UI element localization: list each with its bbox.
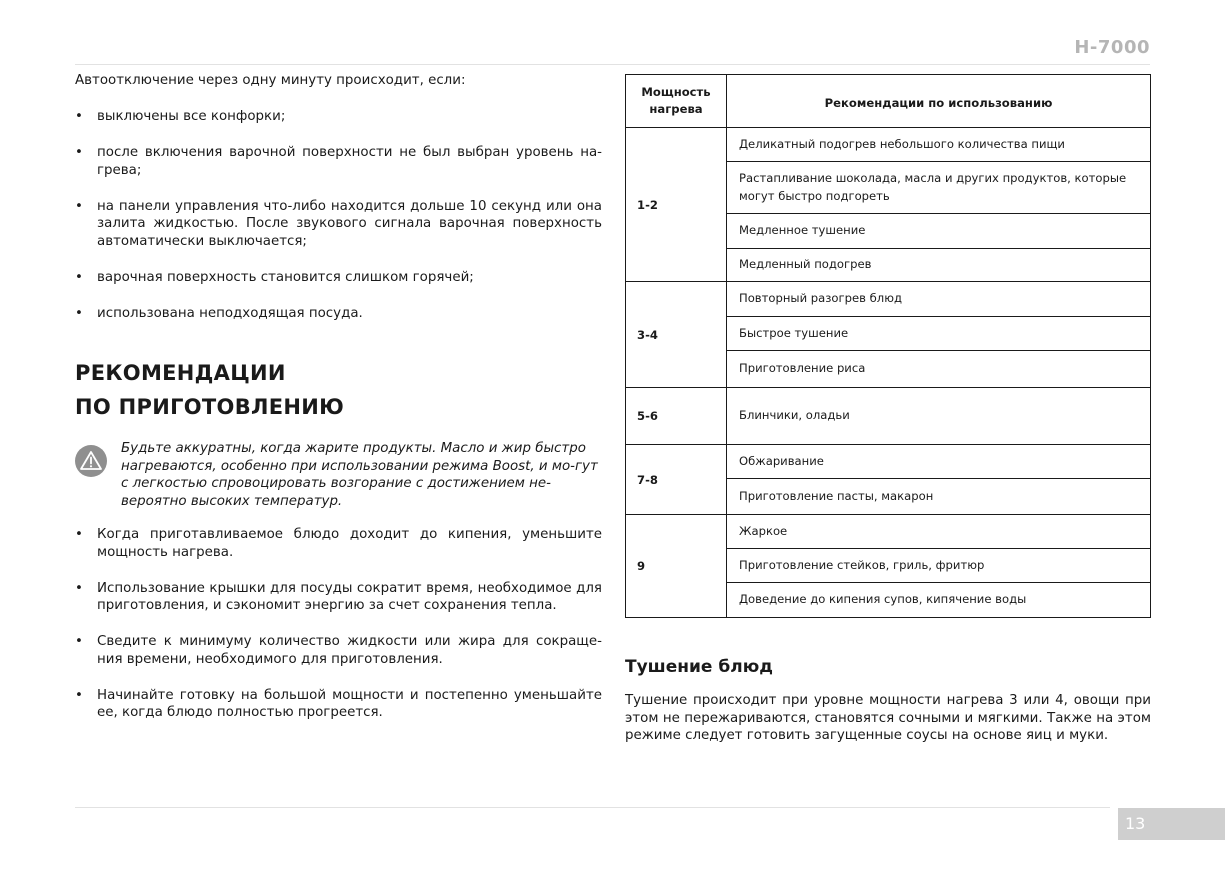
recommendation-cell: Быстрое тушение	[727, 317, 1151, 351]
list-item: • на панели управления что-либо находится дольше 10 секунд или она залита жидкостью. После звукового сигнала варочная поверхность автоматически выключается;	[75, 198, 602, 251]
power-level-cell: 1-2	[626, 128, 727, 282]
list-item: • Когда приготавливаемое блюдо доходит до кипения, уменьшите мощность нагрева.	[75, 526, 602, 561]
stewing-title: Тушение блюд	[625, 657, 773, 677]
recommendation-cell: Деликатный подогрев небольшого количества пищи	[727, 128, 1151, 162]
heading-line-1: РЕКОМЕНДАЦИИ	[75, 361, 286, 385]
table-row	[626, 388, 1151, 445]
list-item: • Начинайте готовку на большой мощности и постепенно уменьшайте ее, когда блюдо полностью прогреется.	[75, 687, 602, 722]
power-level-cell: 9	[626, 515, 727, 618]
power-level-cell: 5-6	[626, 388, 727, 445]
recommendation-cell: Приготовление пасты, макарон	[727, 479, 1151, 515]
recommendation-cell: Жаркое	[727, 515, 1151, 549]
right-column	[625, 74, 1151, 745]
left-column	[75, 72, 602, 722]
warning-text: Будьте аккуратны, когда жарите продукты. Масло и жир быстро нагреваются, особенно при использовании режима Boost, и мо-гут с легкостью спровоцировать возгорание с достижением не-вероятно высоких температур.	[121, 441, 598, 509]
table-row	[626, 282, 1151, 317]
recommendation-cell: Медленное тушение	[727, 214, 1151, 249]
power-table	[625, 74, 1151, 618]
power-level-cell: 7-8	[626, 445, 727, 515]
table-row	[626, 445, 1151, 479]
list-item: • Использование крышки для посуды сократит время, необходимое для приготовления, и сэкономит энергию за счет сохранения тепла.	[75, 580, 602, 615]
header-power-level: Мощность нагрева	[626, 75, 727, 128]
recommendation-cell: Блинчики, оладьи	[727, 388, 1151, 445]
heading-line-2: ПО ПРИГОТОВЛЕНИЮ	[75, 395, 345, 419]
table-header-row	[626, 75, 1151, 128]
model-name: H-7000	[1074, 37, 1150, 58]
section-heading	[75, 356, 602, 424]
recommendation-cell: Медленный подогрев	[727, 249, 1151, 282]
page-number: 13	[1118, 808, 1225, 840]
list-item: • выключены все конфорки;	[75, 108, 602, 126]
warning-note	[75, 440, 602, 510]
warning-icon	[75, 445, 107, 477]
power-level-cell: 3-4	[626, 282, 727, 388]
list-item: • варочная поверхность становится слишком горячей;	[75, 269, 602, 287]
tips-list	[75, 526, 602, 722]
table-row	[626, 515, 1151, 549]
list-item: • Сведите к минимуму количество жидкости или жира для сокраще-ния времени, необходимого для приготовления.	[75, 633, 602, 668]
recommendation-cell: Повторный разогрев блюд	[727, 282, 1151, 317]
auto-off-intro: Автоотключение через одну минуту происходит, если:	[75, 73, 466, 88]
header-divider	[75, 64, 1150, 65]
recommendation-cell: Приготовление риса	[727, 351, 1151, 388]
header-recommendations: Рекомендации по использованию	[727, 75, 1151, 128]
recommendation-cell: Доведение до кипения супов, кипячение воды	[727, 583, 1151, 618]
table-row	[626, 128, 1151, 162]
recommendation-cell: Обжаривание	[727, 445, 1151, 479]
recommendation-cell: Растапливание шоколада, масла и других продуктов, которые могут быстро подгореть	[727, 162, 1151, 214]
list-item: • после включения варочной поверхности не был выбран уровень на-грева;	[75, 144, 602, 179]
footer-divider	[75, 807, 1110, 808]
auto-off-list	[75, 108, 602, 322]
stewing-text: Тушение происходит при уровне мощности нагрева 3 или 4, овощи при этом не пережариваются, становятся сочными и мягкими. Также на этом режиме следует готовить загущенные соусы на основе яиц и муки.	[625, 693, 1151, 743]
list-item: • использована неподходящая посуда.	[75, 305, 602, 323]
recommendation-cell: Приготовление стейков, гриль, фритюр	[727, 549, 1151, 583]
